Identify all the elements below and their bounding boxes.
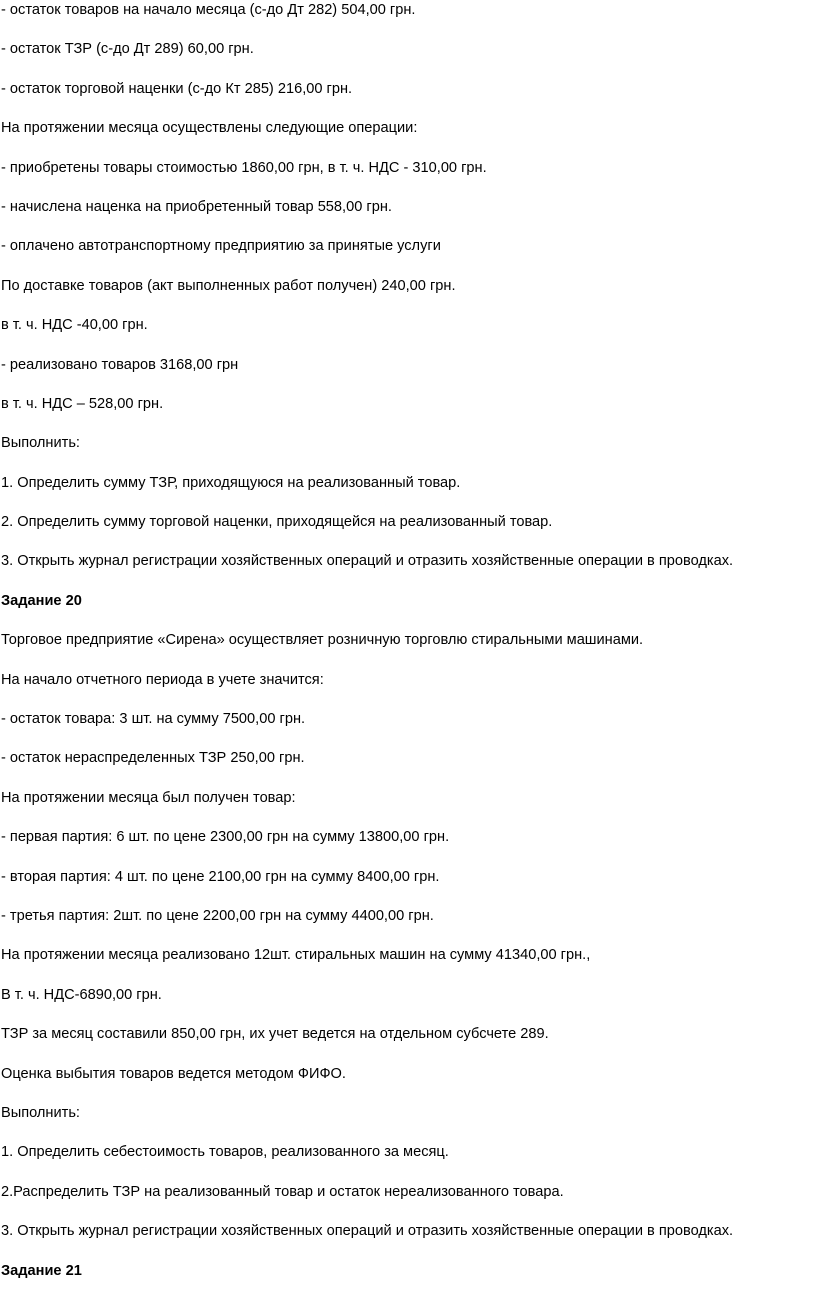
paragraph: в т. ч. НДС -40,00 грн. [1,317,148,334]
paragraph: На протяжении месяца реализовано 12шт. стиральных машин на сумму 41340,00 грн., [1,947,591,964]
paragraph: - оплачено автотранспортному предприятию за принятые услуги [1,238,441,255]
paragraph: В т. ч. НДС-6890,00 грн. [1,986,162,1003]
paragraph: На протяжении месяца был получен товар: [1,789,296,806]
task-item: 3. Открыть журнал регистрации хозяйственных операций и отразить хозяйственные операции в проводках. [1,553,734,570]
paragraph: - реализовано товаров 3168,00 грн [1,356,239,373]
paragraph: ТЗР за месяц составили 850,00 грн, их учет ведется на отдельном субсчете 289. [1,1026,549,1043]
paragraph: - третья партия: 2шт. по цене 2200,00 грн на сумму 4400,00 грн. [1,907,434,924]
paragraph: - остаток ТЗР (с-до Дт 289) 60,00 грн. [1,41,254,58]
paragraph: - приобретены товары стоимостью 1860,00 грн, в т. ч. НДС - 310,00 грн. [1,159,487,176]
paragraph: По доставке товаров (акт выполненных работ получен) 240,00 грн. [1,277,456,294]
paragraph: - остаток товаров на начало месяца (с-до Дт 282) 504,00 грн. [1,2,416,18]
paragraph: - остаток торговой наценки (с-до Кт 285) 216,00 грн. [1,80,353,97]
task-item: 3. Открыть журнал регистрации хозяйственных операций и отразить хозяйственные операции в проводках. [1,1223,734,1240]
paragraph: Оценка выбытия товаров ведется методом ФИФО. [1,1065,346,1082]
paragraph: - вторая партия: 4 шт. по цене 2100,00 грн на сумму 8400,00 грн. [1,868,440,885]
paragraph: Выполнить: [1,435,80,452]
task-item: 1. Определить сумму ТЗР, приходящуюся на реализованный товар. [1,474,461,491]
task-item: 2.Распределить ТЗР на реализованный товар и остаток нереализованного товара. [1,1183,564,1200]
task-item: 2. Определить сумму торговой наценки, приходящейся на реализованный товар. [1,514,553,531]
section-heading: Задание 21 [1,1262,82,1279]
paragraph: - начислена наценка на приобретенный товар 558,00 грн. [1,198,392,215]
task-item: 1. Определить себестоимость товаров, реализованного за месяц. [1,1144,449,1161]
paragraph: На начало отчетного периода в учете значится: [1,671,324,688]
paragraph: в т. ч. НДС – 528,00 грн. [1,395,164,412]
paragraph: Выполнить: [1,1104,80,1121]
paragraph: - остаток нераспределенных ТЗР 250,00 грн. [1,750,305,767]
paragraph: Торговое предприятие «Сирена» осуществляет розничную торговлю стиральными машинами. [1,632,644,649]
paragraph: На протяжении месяца осуществлены следующие операции: [1,120,418,137]
paragraph: - остаток товара: 3 шт. на сумму 7500,00 грн. [1,711,306,728]
paragraph: - первая партия: 6 шт. по цене 2300,00 грн на сумму 13800,00 грн. [1,829,450,846]
section-heading: Задание 20 [1,592,82,609]
